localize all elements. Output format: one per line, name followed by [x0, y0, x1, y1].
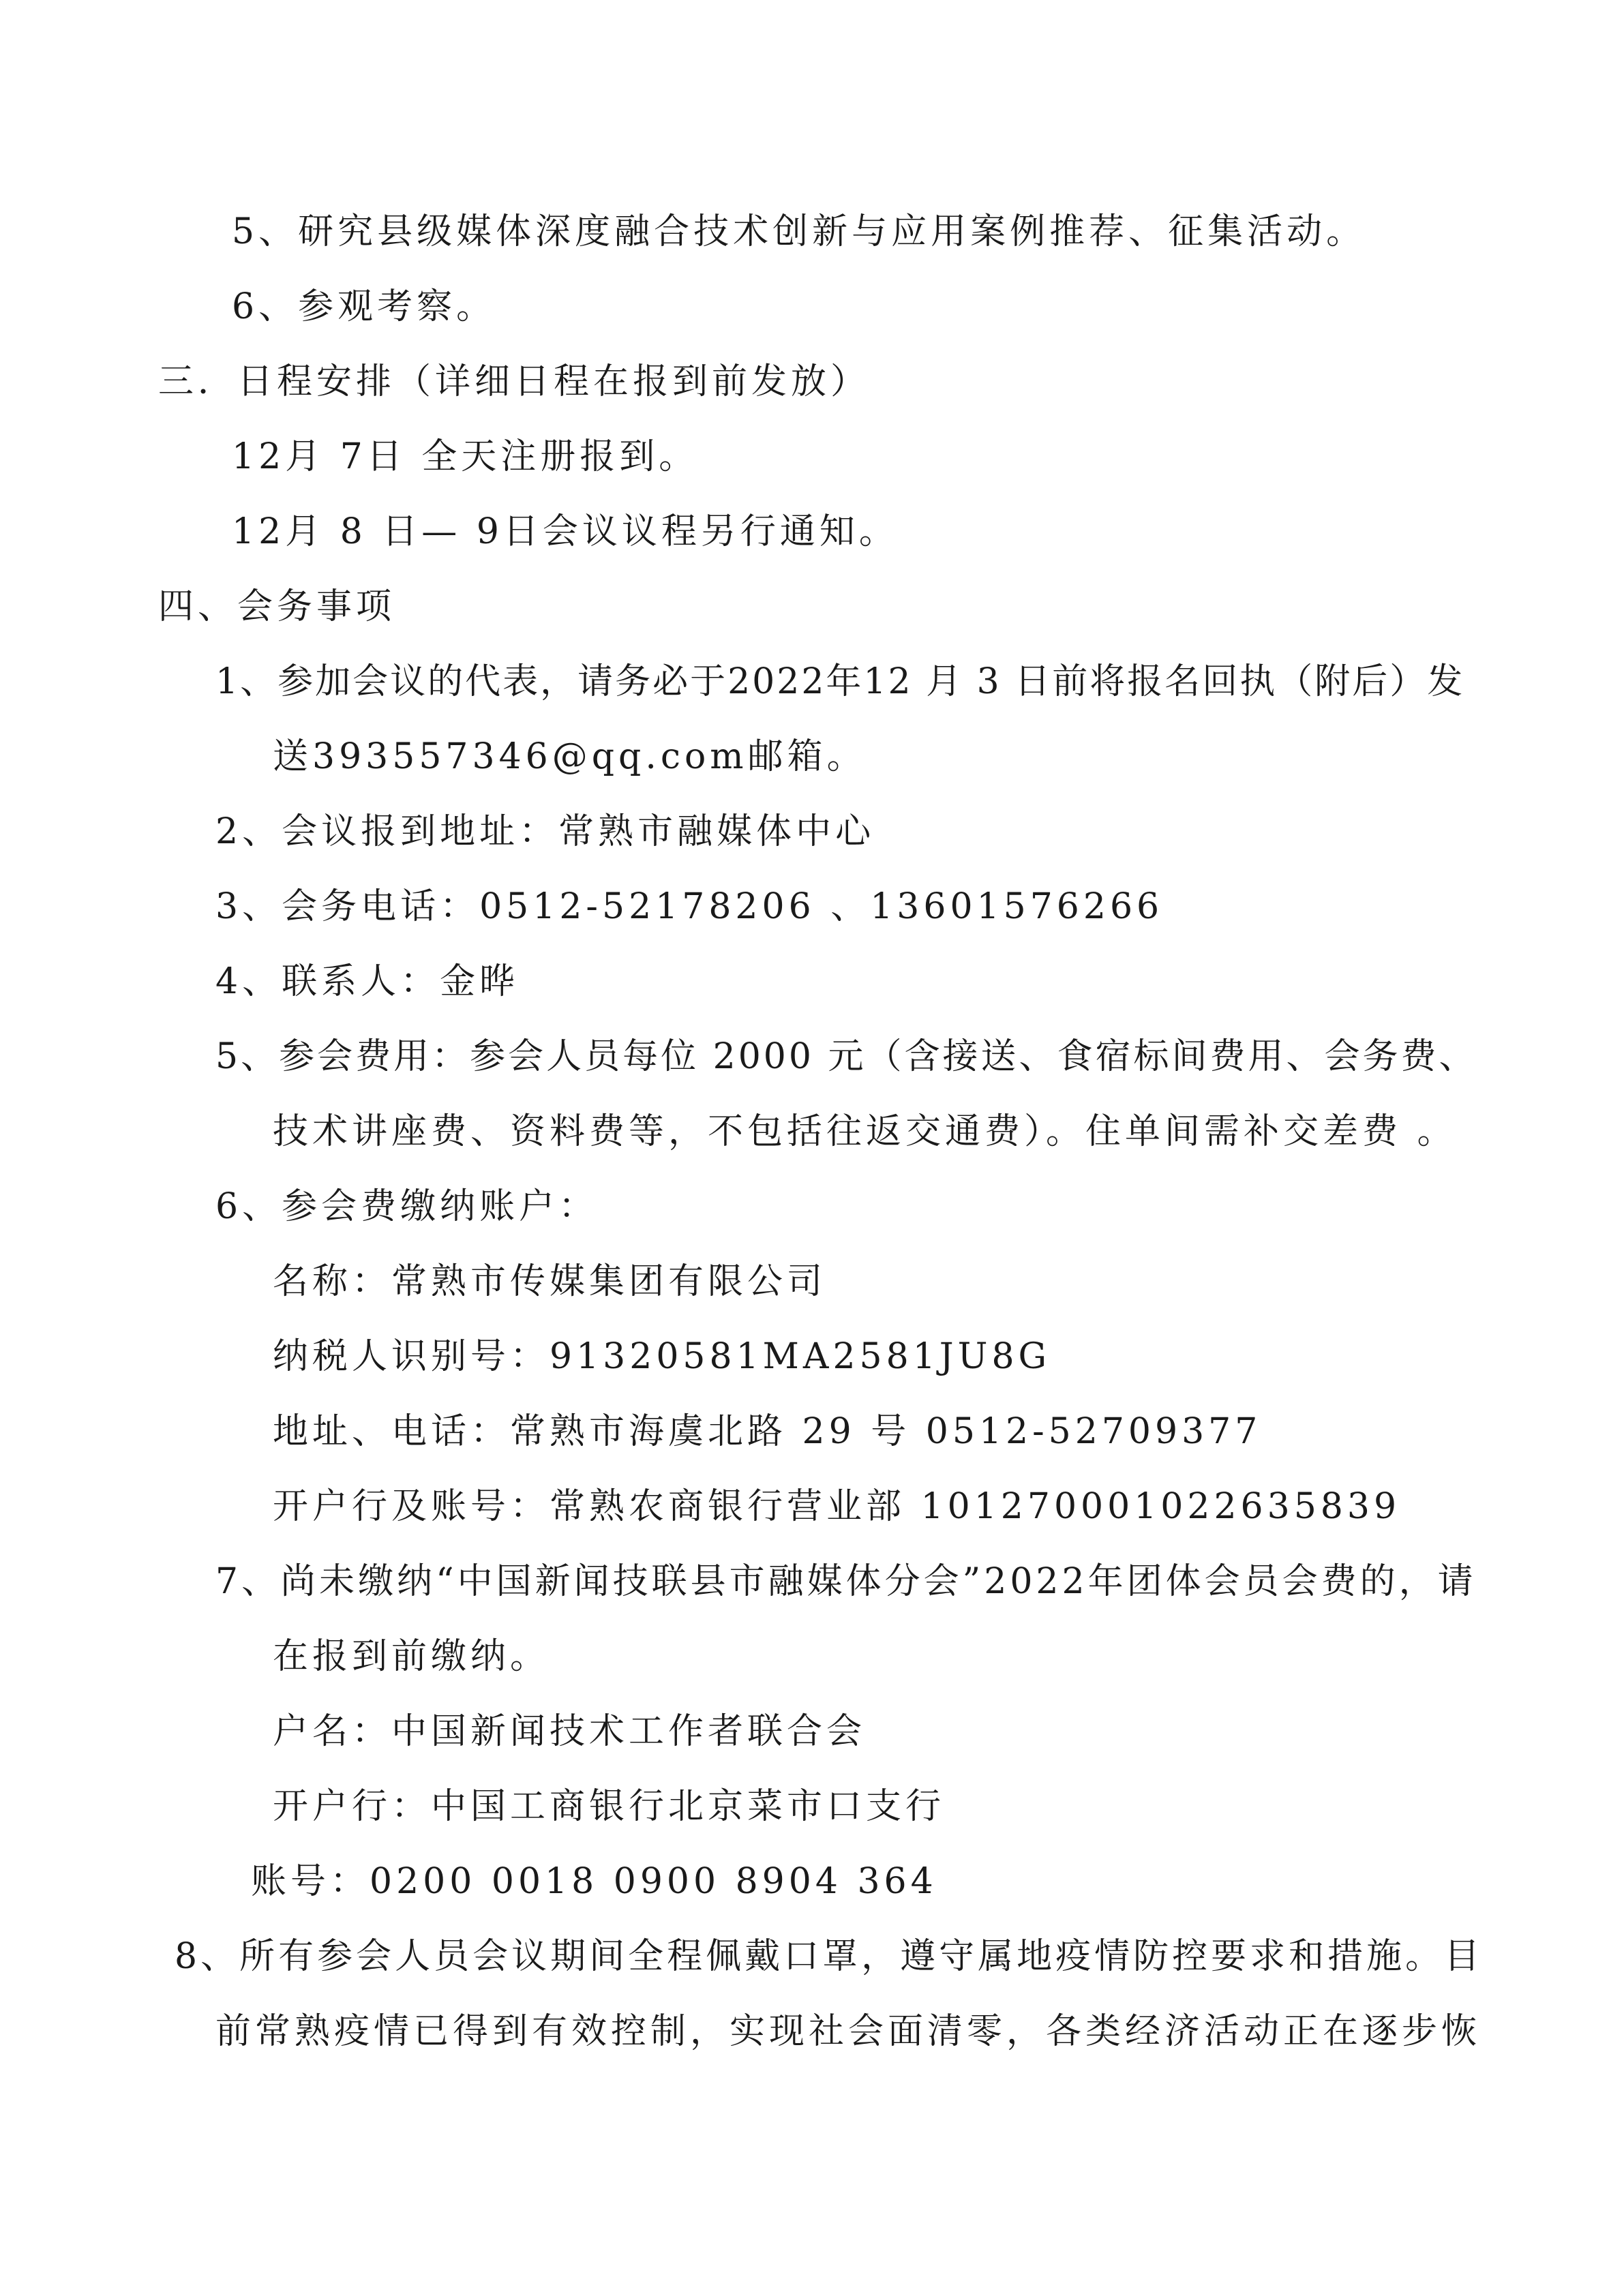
item-5-research: 5、研究县级媒体深度融合技术创新与应用案例推荐、征集活动。: [232, 211, 1366, 252]
schedule-dec-7: 12月 7日 全天注册报到。: [232, 436, 699, 477]
account-address-phone: 地址、电话：常熟市海虞北路 29 号 0512-52709377: [273, 1411, 1262, 1452]
affair-1-line-1: 1、参加会议的代表，请务必于2022年12 月 3 日前将报名回执（附后）发: [215, 661, 1465, 702]
affair-1-line-2: 送393557346@qq.com邮箱。: [273, 736, 867, 777]
account-tax-id: 纳税人识别号：91320581MA2581JU8G: [273, 1336, 1051, 1377]
affair-3-phone: 3、会务电话：0512-52178206 、13601576266: [215, 886, 1164, 927]
affair-4-contact: 4、联系人：金晔: [215, 961, 520, 1002]
schedule-dec-8-9: 12月 8 日— 9日会议议程另行通知。: [232, 511, 899, 552]
account-bank-number: 开户行及账号：常熟农商银行营业部 101270001022635839: [273, 1486, 1401, 1527]
union-account-bank: 开户行：中国工商银行北京菜市口支行: [273, 1786, 946, 1827]
affair-6-account-heading: 6、参会费缴纳账户：: [215, 1186, 599, 1227]
affair-5-fee-line-2: 技术讲座费、资料费等，不包括往返交通费）。住单间需补交差费 。: [273, 1111, 1457, 1152]
union-account-name: 户名：中国新闻技术工作者联合会: [273, 1711, 867, 1752]
affair-2-address: 2、会议报到地址：常熟市融媒体中心: [215, 811, 875, 852]
affair-7-line-1: 7、尚未缴纳“中国新闻技联县市融媒体分会”2022年团体会员会费的，请: [215, 1561, 1477, 1602]
affair-8-line-2: 前常熟疫情已得到有效控制，实现社会面清零，各类经济活动正在逐步恢: [215, 2011, 1482, 2052]
affair-7-line-2: 在报到前缴纳。: [273, 1636, 550, 1677]
section-4-heading: 四、会务事项: [158, 586, 396, 627]
affair-8-line-1: 8、所有参会人员会议期间全程佩戴口罩，遵守属地疫情防控要求和措施。目: [175, 1936, 1484, 1977]
affair-5-fee-line-1: 5、参会费用：参会人员每位 2000 元（含接送、食宿标间费用、会务费、: [215, 1036, 1477, 1077]
item-6-visit: 6、参观考察。: [232, 286, 496, 327]
account-name: 名称：常熟市传媒集团有限公司: [273, 1261, 827, 1302]
section-3-heading: 三．日程安排（详细日程在报到前发放）: [158, 361, 871, 402]
union-account-number: 账号：0200 0018 0900 8904 364: [251, 1861, 937, 1902]
